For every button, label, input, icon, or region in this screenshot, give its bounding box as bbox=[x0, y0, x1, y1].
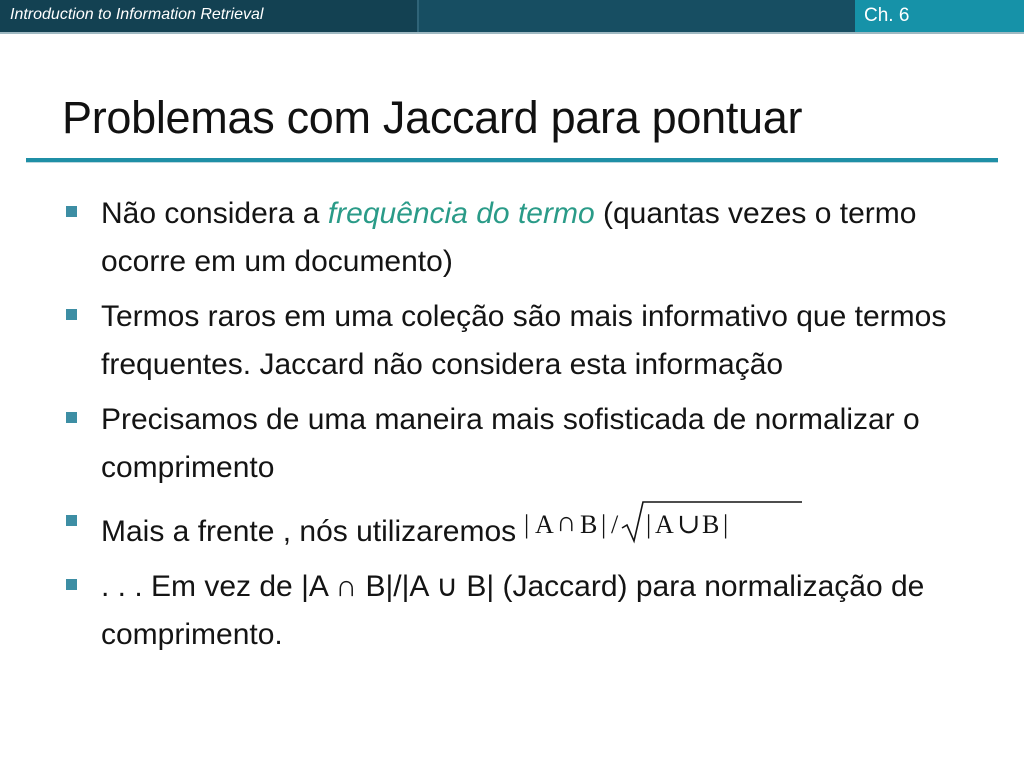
formula-set-b: B bbox=[580, 510, 598, 539]
formula-bar: | bbox=[601, 510, 607, 539]
formula-bar: | bbox=[646, 510, 652, 539]
formula-set-a: A bbox=[535, 510, 554, 539]
cosine-normalization-formula bbox=[522, 499, 804, 545]
title-rule bbox=[26, 158, 998, 163]
square-bullet-icon bbox=[66, 206, 77, 217]
square-bullet-icon bbox=[66, 309, 77, 320]
formula-set-a: A bbox=[655, 510, 674, 539]
chapter-box bbox=[855, 0, 1024, 32]
formula-bar: | bbox=[723, 510, 729, 539]
course-title: Introduction to Information Retrieval bbox=[10, 6, 264, 23]
bullet-text-pre: Não considera a bbox=[101, 197, 328, 230]
bullet-item-jaccard-comparison bbox=[62, 563, 962, 659]
square-bullet-icon bbox=[66, 579, 77, 590]
formula-set-b: B bbox=[702, 510, 720, 539]
page-title: Problemas com Jaccard para pontuar bbox=[62, 92, 803, 143]
bullet-text: . . . Em vez de |A ∩ B|/|A ∪ B| (Jaccard) para normalização de comprimento. bbox=[101, 570, 925, 651]
chapter-label: Ch. 6 bbox=[864, 5, 910, 26]
bullet-list bbox=[62, 190, 962, 666]
header-underline bbox=[0, 32, 1024, 34]
header-bar bbox=[0, 0, 1024, 32]
header-title-box bbox=[0, 0, 417, 32]
bullet-item-rare-terms bbox=[62, 293, 962, 389]
square-bullet-icon bbox=[66, 412, 77, 423]
header-shade bbox=[419, 0, 855, 32]
formula-intersect-symbol: ∩ bbox=[556, 507, 577, 538]
bullet-text-post: (quantas vezes o termo ocorre em um documento) bbox=[101, 197, 917, 278]
formula-slash: / bbox=[611, 510, 619, 539]
bullet-text: Termos raros em uma coleção são mais informativo que termos frequentes. Jaccard não considera esta informação bbox=[101, 300, 947, 381]
bullet-text: Precisamos de uma maneira mais sofisticada de normalizar o comprimento bbox=[101, 403, 920, 484]
bullet-text: Mais a frente , nós utilizaremos bbox=[101, 515, 517, 548]
formula-union-symbol: ∪ bbox=[677, 509, 701, 540]
bullet-item-normalization bbox=[62, 396, 962, 492]
bullet-item-term-frequency bbox=[62, 190, 962, 286]
formula-bar: | bbox=[524, 510, 530, 539]
term-frequency-emphasis: frequência do termo bbox=[327, 197, 595, 230]
bullet-item-formula bbox=[62, 499, 962, 556]
square-bullet-icon bbox=[66, 515, 77, 526]
